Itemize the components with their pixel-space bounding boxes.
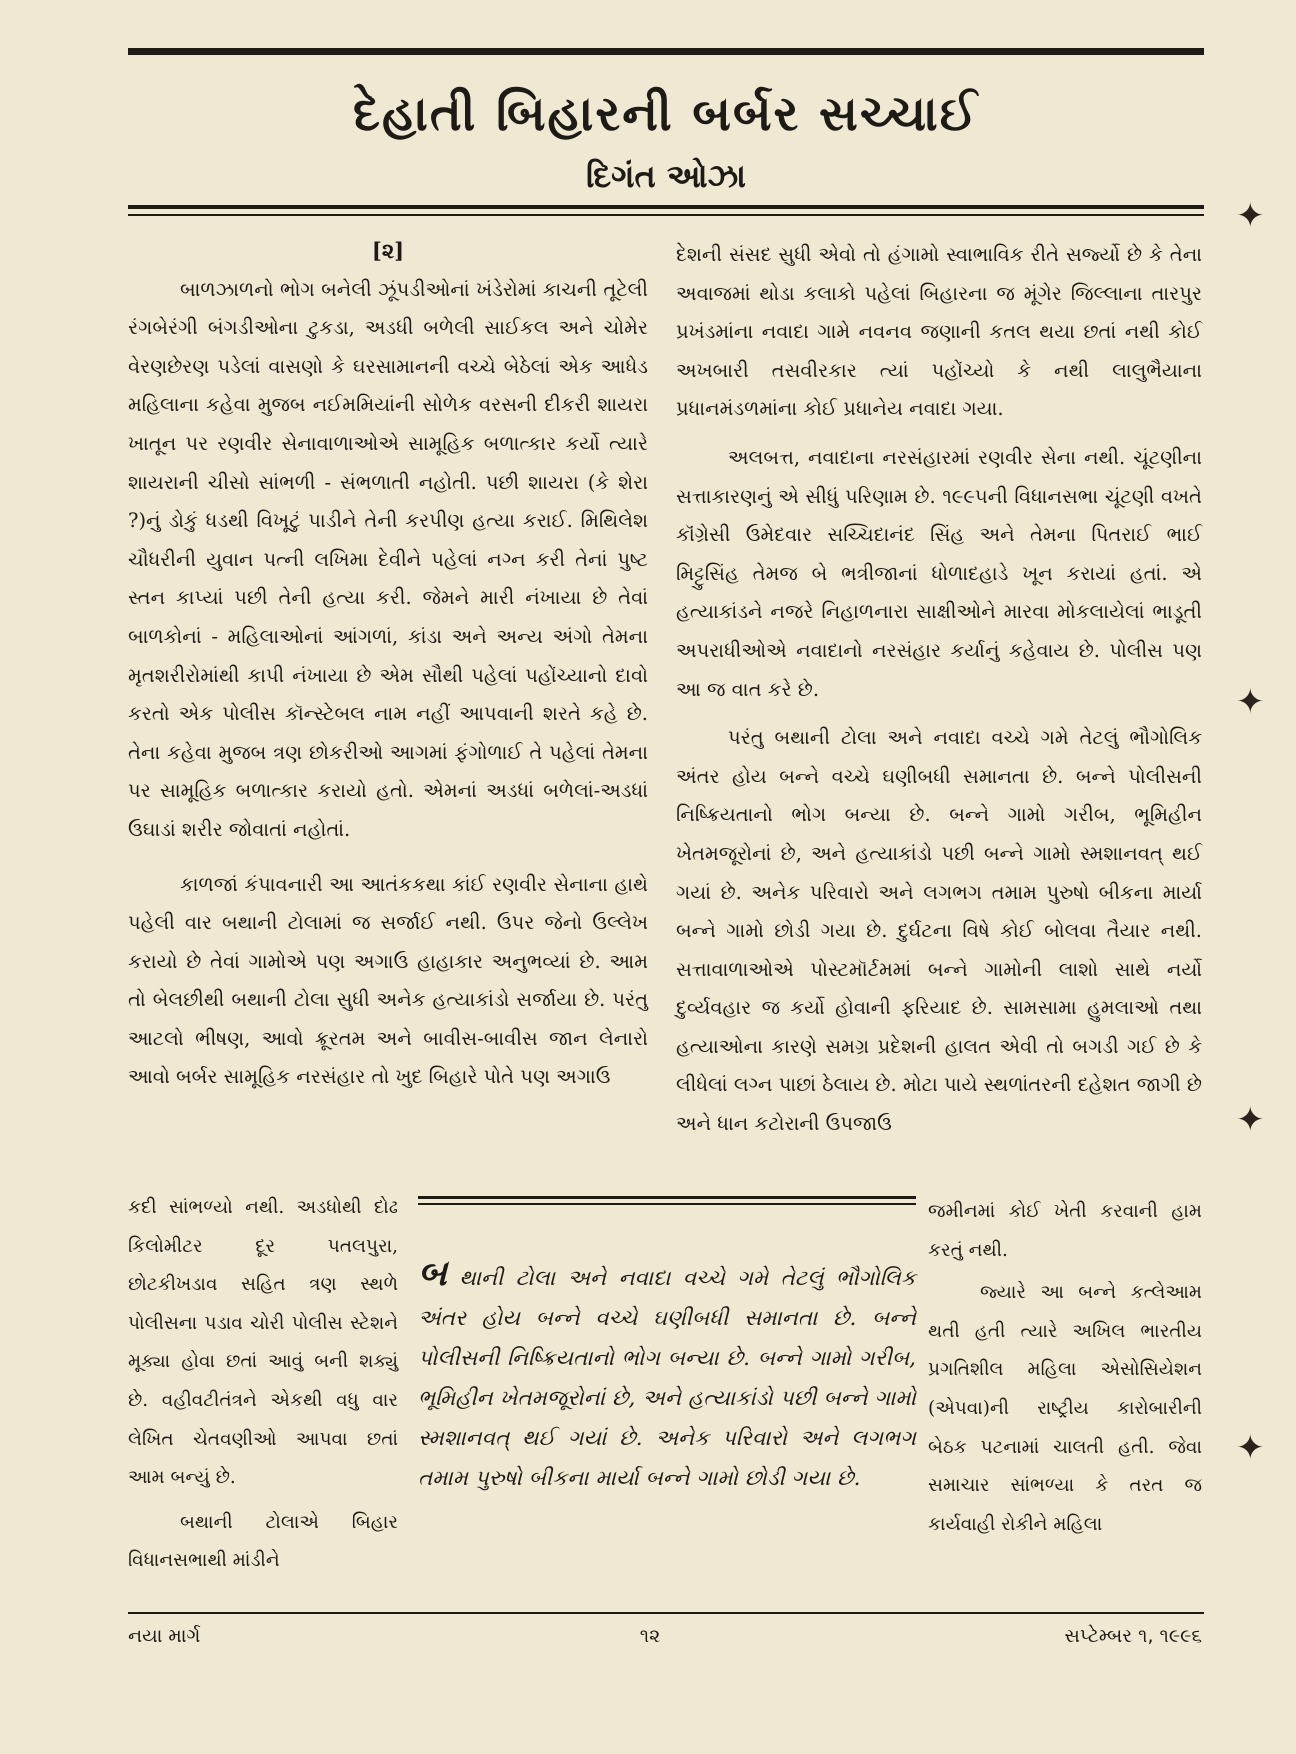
binding-mark: ✦: [1236, 1428, 1265, 1468]
binding-mark: ✦: [1236, 1100, 1265, 1140]
binding-mark: ✦: [1236, 682, 1265, 722]
pullquote-rule-lower: [418, 1203, 916, 1205]
paragraph: બાળઝાળનો ભોગ બનેલી ઝૂંપડીઓનાં ખંડેરોમાં કાચની તૂટેલી રંગબેરંગી બંગડીઓના ટુકડા, અડધી બળેલી સાઈકલ અને ચોમેર વેરણછેરણ પડેલાં વાસણો કે ઘરસામાનની વચ્ચે બેઠેલાં એક આધેડ મહિલાના કહેવા મુજબ નઈમમિયાંની સોળેક વરસની દીકરી શાયરા ખાતૂન પર રણવીર સેનાવાળાઓએ સામૂહિક બળાત્કાર કર્યો ત્યારે શાયરાની ચીસો સાંભળી - સંભળાતી નહોતી. પછી શાયરા (કે શેરા ?)નું ડોકું ધડથી વિખૂટું પાડીને તેની કરપીણ હત્યા કરાઈ. મિથિલેશ ચૌધરીની યુવાન પત્ની લખિમા દેવીને પહેલાં નગ્ન કરી તેનાં પુષ્ટ સ્તન કાપ્યાં પછી તેની હત્યા કરી. જેમને મારી નંખાયા છે તેવાં બાળકોનાં - મહિલાઓનાં આંગળાં, કાંડા અને અન્ય અંગો તેમના મૃતશરીરોમાંથી કાપી નંખાયા છે એમ સૌથી પહેલાં પહોંચ્યાનો દાવો કરતો એક પોલીસ કૉન્સ્ટેબલ નામ નહીં આપવાની શરતે કહે છે. તેના કહેવા મુજબ ત્રણ છોકરીઓ આગમાં ફંગોળાઈ તે પહેલાં તેમના પર સામૂહિક બળાત્કાર કરાયો હતો. એમનાં અડધાં બળેલાં-અડધાં ઉઘાડાં શરીર જોવાતાં નહોતાં.: [128, 277, 648, 841]
magazine-name: નયા માર્ગ: [128, 1625, 201, 1647]
paragraph: પરંતુ બથાની ટોલા અને નવાદા વચ્ચે ગમે તેટલું ભૌગોલિક અંતર હોય બન્ને વચ્ચે ઘણીબધી સમાનતા છે. બન્ને પોલીસની નિષ્ક્રિયતાનો ભોગ બન્યા છે. બન્ને ગામો ગરીબ, ભૂમિહીન ખેતમજૂરોનાં છે, અને હત્યાકાંડો પછી બન્ને ગામો સ્મશાનવત્ થઈ ગયાં છે. અનેક પરિવારો અને લગભગ તમામ પુરુષો બીકના માર્યા બન્ને ગામો છોડી ગયા છે. દુર્ઘટના વિષે કોઈ બોલવા તૈયાર નથી. સત્તાવાળાઓએ પોસ્ટમૉર્ટમમાં બન્ને ગામોની લાશો સાથે નર્યો દુર્વ્યવહાર જ કર્યો હોવાની ફરિયાદ છે. સામસામા હુમલાઓ તથા હત્યાઓના કારણે સમગ્ર પ્રદેશની હાલત એવી તો બગડી ગઈ છે કે લીધેલાં લગ્ન પાછાં ઠેલાય છે. મોટા પાયે સ્થળાંતરની દહેશત જાગી છે અને ધાન કટોરાની ઉપજાઉ: [676, 726, 1202, 1136]
article-title: દેહાતી બિહારની બર્બર સચ્ચાઈ: [353, 86, 979, 142]
column-left-upper: [128, 232, 648, 1097]
pullquote-text: થાની ટોલા અને નવાદા વચ્ચે ગમે તેટલું ભૌગોલિક અંતર હોય બન્ને વચ્ચે ઘણીબધી સમાનતા છે. બન્ને પોલીસની નિષ્ક્રિયતાનો ભોગ બન્યા છે. બન્ને ગામો ગરીબ, ભૂમિહીન ખેતમજૂરોનાં છે, અને હત્યાકાંડો પછી બન્ને ગામો સ્મશાનવત્ થઈ ગયાં છે. અનેક પરિવારો અને લગભગ તમામ પુરુષો બીકના માર્યા બન્ને ગામો છોડી ગયા છે.: [418, 1266, 916, 1491]
paragraph: જ્યારે આ બન્ને કત્લેઆમ થતી હતી ત્યારે અખિલ ભારતીય પ્રગતિશીલ મહિલા એસોસિયેશન (એપવા)ની રાષ્ટ્રીય કારોબારીની બેઠક પટનામાં ચાલતી હતી. જેવા સમાચાર સાંભળ્યા કે તરત જ કાર્યવાહી રોકીને મહિલા: [928, 1282, 1202, 1535]
top-rule: [128, 48, 1204, 55]
column-right-lower: [928, 1193, 1202, 1544]
paragraph: બથાની ટોલાએ બિહાર વિધાનસભાથી માંડીને: [128, 1511, 398, 1572]
title-rule-lower: [128, 214, 1204, 216]
pullquote-rule-upper: [418, 1196, 916, 1199]
title-rule-upper: [128, 205, 1204, 209]
column-left-lower: [128, 1189, 398, 1581]
issue-date: સપ્ટેમ્બર ૧, ૧૯૯૬: [1064, 1625, 1202, 1647]
paragraph: દેશની સંસદ સુધી એવો તો હંગામો સ્વાભાવિક રીતે સર્જ્યો છે કે તેના અવાજમાં થોડા કલાકો પહેલાં બિહારના જ મૂંગેર જિલ્લાના તારપુર પ્રખંડમાંના નવાદા ગામે નવનવ જણાની કતલ થયા છતાં નથી કોઈ અખબારી તસવીરકાર ત્યાં પહોંચ્યો કે નથી લાલુભૈયાના પ્રધાનમંડળમાંના કોઈ પ્રધાનેય નવાદા ગયા.: [676, 243, 1202, 421]
pullquote-initial: બ: [418, 1252, 447, 1294]
pull-quote: [418, 1253, 916, 1499]
column-right-upper: [676, 236, 1202, 1144]
footer-rule: [128, 1612, 1204, 1614]
binding-mark: ✦: [1236, 196, 1265, 236]
paragraph: કદી સાંભળ્યો નથી. અડધોથી દોઢ કિલોમીટર દૂર પતલપુરા, છોટકીખડાવ સહિત ત્રણ સ્થળે પોલીસના પડાવ ચોરી પોલીસ સ્ટેશને મૂક્યા હોવા છતાં આવું બની શક્યું છે. વહીવટીતંત્રને એકથી વધુ વાર લેખિત ચેતવણીઓ આપવા છતાં આમ બન્યું છે.: [128, 1197, 398, 1489]
section-marker: [૨]: [371, 238, 405, 263]
paragraph: અલબત્ત, નવાદાના નરસંહારમાં રણવીર સેના નથી. ચૂંટણીના સત્તાકારણનું એ સીધું પરિણામ છે. ૧૯૯૫ની વિધાનસભા ચૂંટણી વખતે કૉંગ્રેસી ઉમેદવાર સચ્ચિદાનંદ સિંહ અને તેમના પિતરાઈ ભાઈ મિટ્ટુસિંહ તેમજ બે ભત્રીજાનાં ધોળાદહાડે ખૂન કરાયાં હતાં. એ હત્યાકાંડને નજરે નિહાળનારા સાક્ષીઓને મારવા મોકલાયેલાં ભાડૂતી અપરાધીઓએ નવાદાનો નરસંહાર કર્યાનું કહેવાય છે. પોલીસ પણ આ જ વાત કરે છે.: [676, 445, 1202, 701]
paragraph: જમીનમાં કોઈ ખેતી કરવાની હામ કરતું નથી.: [928, 1201, 1202, 1261]
author-byline: દિગંત ઓઝા: [586, 157, 746, 195]
paragraph: કાળજાં કંપાવનારી આ આતંકકથા કાંઈ રણવીર સેનાના હાથે પહેલી વાર બથાની ટોલામાં જ સર્જાઈ નથી. ઉપર જેનો ઉલ્લેખ કરાયો છે તેવાં ગામોએ પણ અગાઉ હાહાકાર અનુભવ્યાં છે. આમ તો બેલછીથી બથાની ટોલા સુધી અનેક હત્યાકાંડો સર્જાયા છે. પરંતુ આટલો ભીષણ, આવો ક્રૂરતમ અને બાવીસ-બાવીસ જાન લેનારો આવો બર્બર સામૂહિક નરસંહાર તો ખુદ બિહારે પોતે પણ અગાઉ: [128, 872, 648, 1089]
page-number: ૧૨: [639, 1625, 661, 1647]
